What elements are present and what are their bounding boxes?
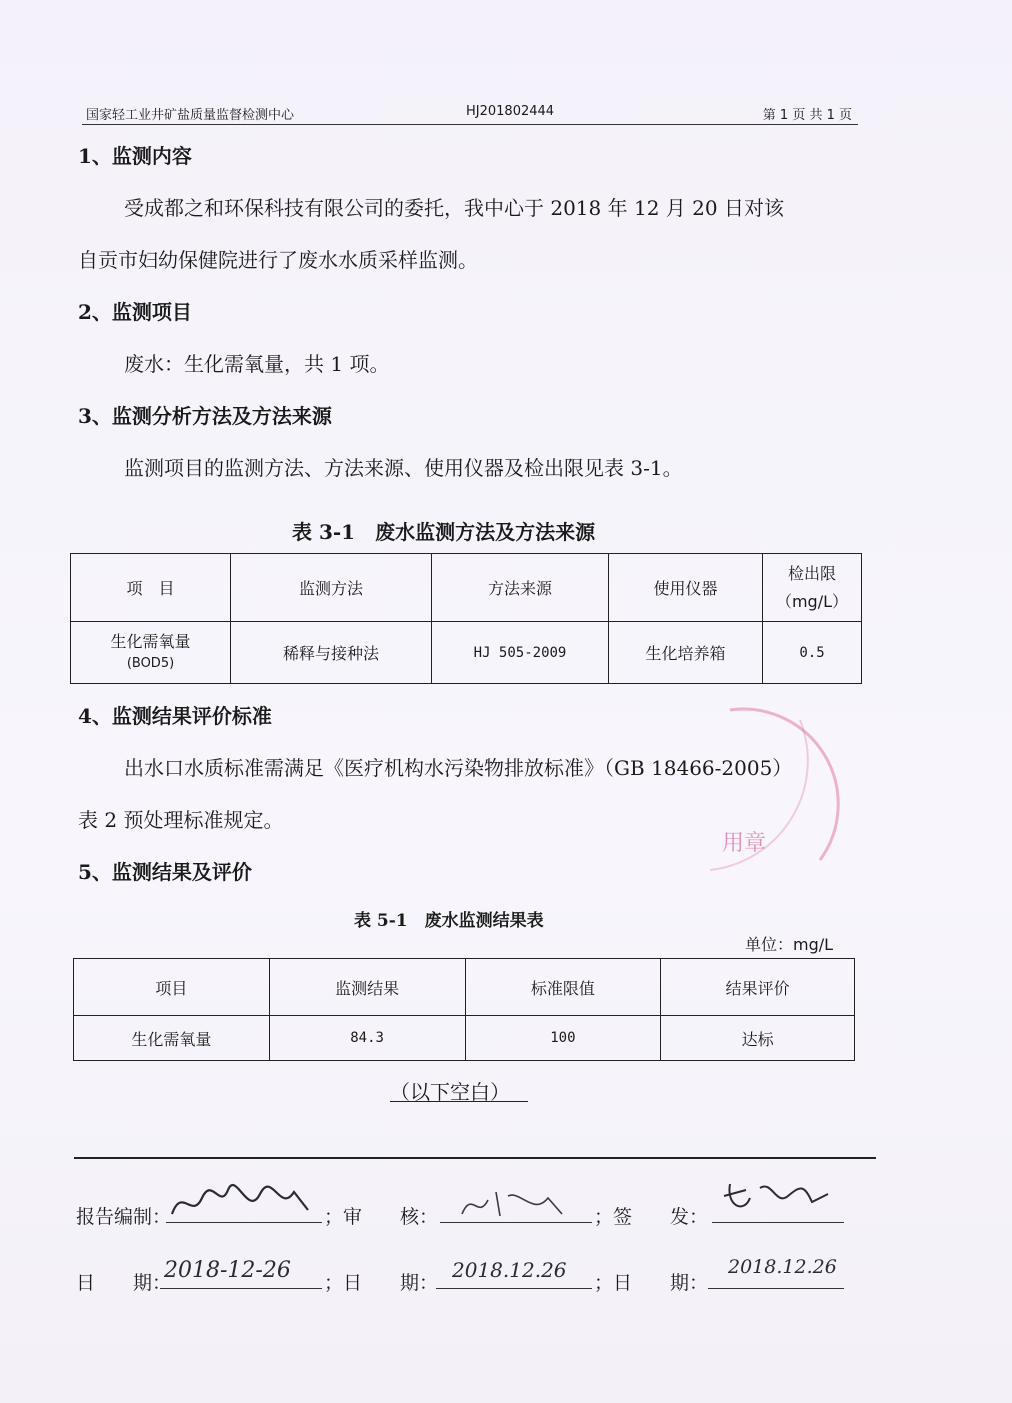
table-cell-method: 稀释与接种法 bbox=[231, 622, 432, 684]
date-3-label: ；日 期： bbox=[594, 1272, 709, 1294]
date-2-line bbox=[436, 1288, 592, 1289]
table-header-cell: 监测结果 bbox=[269, 959, 465, 1016]
signature-stroke bbox=[172, 1185, 308, 1214]
section-1-line-2: 自贡市妇幼保健院进行了废水水质采样监测。 bbox=[78, 248, 478, 272]
section-1-line-1: 受成都之和环保科技有限公司的委托，我中心于 2018 年 12 月 20 日对该 bbox=[124, 196, 784, 220]
header-page-number: 第 1 页 共 1 页 bbox=[762, 108, 852, 123]
date-3-line bbox=[708, 1288, 844, 1289]
table-row bbox=[71, 622, 862, 684]
date-3-handwritten: 2018.12.26 bbox=[728, 1256, 837, 1278]
table-5-1-caption: 表 5-1 废水监测结果表 bbox=[354, 911, 544, 931]
table-5-1 bbox=[73, 958, 855, 1061]
date-2-handwritten: 2018.12.26 bbox=[452, 1258, 567, 1282]
section-3-title: 3、监测分析方法及方法来源 bbox=[78, 404, 332, 428]
section-4-line-2: 表 2 预处理标准规定。 bbox=[78, 808, 284, 832]
signature-stroke bbox=[724, 1184, 828, 1206]
section-4-title: 4、监测结果评价标准 bbox=[78, 704, 272, 728]
date-1-label: 日 期： bbox=[76, 1272, 172, 1294]
table-cell: 生化需氧量 bbox=[74, 1016, 270, 1061]
header-org: 国家轻工业井矿盐质量监督检测中心 bbox=[86, 108, 295, 123]
table-header-cell: 结果评价 bbox=[661, 959, 855, 1016]
table-header-cell: 使用仪器 bbox=[609, 554, 763, 622]
table-header-cell: 方法来源 bbox=[432, 554, 609, 622]
table-3-1-caption: 表 3-1 废水监测方法及方法来源 bbox=[292, 520, 596, 544]
table-cell: 100 bbox=[465, 1016, 661, 1061]
section-1-title: 1、监测内容 bbox=[78, 144, 192, 168]
date-1-line bbox=[160, 1288, 322, 1289]
table-header-row bbox=[74, 959, 855, 1016]
compiler-signature bbox=[168, 1180, 318, 1224]
table-cell: 达标 bbox=[661, 1016, 855, 1061]
table-row bbox=[74, 1016, 855, 1061]
item-name: 生化需氧量 bbox=[110, 631, 191, 651]
signature-stroke bbox=[462, 1192, 562, 1216]
limit-header: 检出限 bbox=[787, 563, 836, 583]
table-5-1-unit: 单位：mg/L bbox=[745, 935, 834, 954]
section-2-title: 2、监测项目 bbox=[78, 300, 192, 324]
table-header-cell: 监测方法 bbox=[231, 554, 432, 622]
table-cell-instrument: 生化培养箱 bbox=[609, 622, 763, 684]
section-3-line: 监测项目的监测方法、方法来源、使用仪器及检出限见表 3-1。 bbox=[124, 456, 683, 480]
table-header-cell: 标准限值 bbox=[465, 959, 661, 1016]
header-report-no: HJ201802444 bbox=[466, 104, 555, 119]
table-header-cell: 项目 bbox=[74, 959, 270, 1016]
reviewer-label: ；审 核： bbox=[324, 1206, 439, 1228]
signature-divider bbox=[74, 1157, 876, 1159]
blank-note: （以下空白） bbox=[390, 1080, 510, 1104]
seal-text: 用章 bbox=[722, 831, 767, 856]
issuer-signature bbox=[716, 1176, 836, 1222]
item-subscript: (BOD5) bbox=[126, 655, 175, 671]
table-3-1 bbox=[70, 553, 862, 684]
date-1-handwritten: 2018-12-26 bbox=[164, 1258, 291, 1283]
section-4-line-1: 出水口水质标准需满足《医疗机构水污染物排放标准》（GB 18466-2005） bbox=[124, 756, 793, 780]
table-cell-limit: 0.5 bbox=[763, 622, 862, 684]
table-header-cell bbox=[763, 554, 862, 622]
compiler-label: 报告编制： bbox=[76, 1206, 172, 1228]
table-cell: 84.3 bbox=[269, 1016, 465, 1061]
page-header bbox=[82, 102, 858, 125]
official-seal bbox=[700, 700, 850, 880]
table-cell-source: HJ 505-2009 bbox=[432, 622, 609, 684]
issuer-label: ；签 发： bbox=[594, 1206, 709, 1228]
table-header-row bbox=[71, 554, 862, 622]
table-cell-item bbox=[71, 622, 231, 684]
limit-unit-header: （mg/L） bbox=[775, 591, 849, 611]
blank-note-underline bbox=[390, 1101, 528, 1102]
date-2-label: ；日 期： bbox=[324, 1272, 439, 1294]
reviewer-signature bbox=[456, 1186, 576, 1224]
section-2-line: 废水：生化需氧量，共 1 项。 bbox=[124, 352, 390, 376]
section-5-title: 5、监测结果及评价 bbox=[78, 860, 252, 884]
table-header-cell: 项 目 bbox=[71, 554, 231, 622]
issuer-signature-line bbox=[712, 1222, 844, 1223]
